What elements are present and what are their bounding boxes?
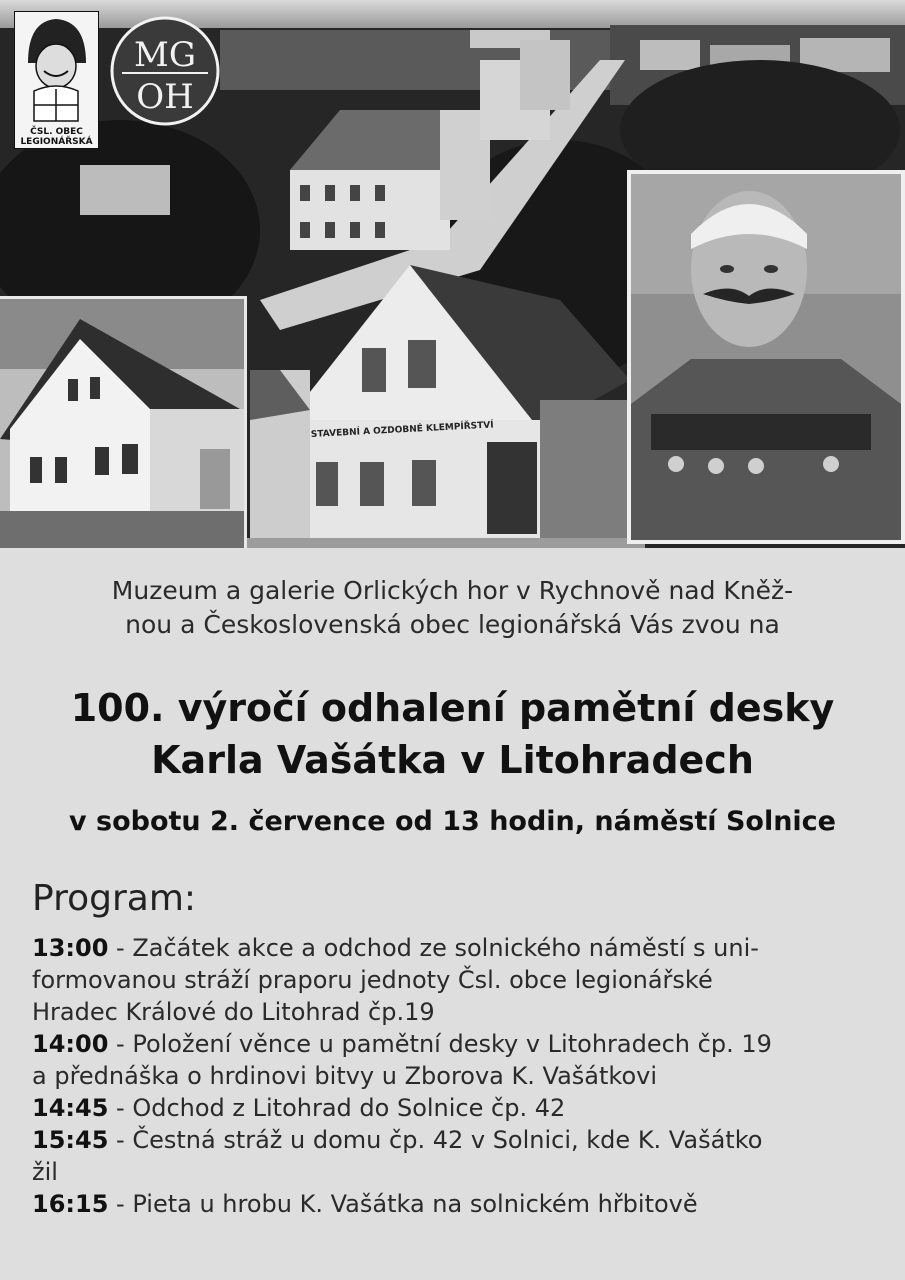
photo-collage bbox=[0, 0, 905, 548]
portrait-photo bbox=[627, 170, 905, 544]
mgoh-line2: OH bbox=[136, 77, 194, 117]
program-item bbox=[32, 932, 882, 1028]
event-date: v sobotu 2. července od 13 hodin, náměstí Solnice bbox=[69, 806, 836, 837]
program-item bbox=[32, 1188, 882, 1220]
program-text: - Položení věnce u pamětní desky v Litohradech čp. 19 bbox=[116, 1030, 772, 1058]
program-item bbox=[32, 1092, 882, 1124]
program-text: - Odchod z Litohrad do Solnice čp. 42 bbox=[116, 1094, 566, 1122]
program-item bbox=[32, 1124, 882, 1188]
event-title bbox=[0, 682, 905, 786]
program-text: Hradec Králové do Litohrad čp.19 bbox=[32, 998, 435, 1026]
program-text: - Čestná stráž u domu čp. 42 v Solnici, kde K. Vašátko bbox=[116, 1126, 763, 1154]
program-text: - Pieta u hrobu K. Vašátka na solnickém hřbitově bbox=[116, 1190, 698, 1218]
program-heading: Program: bbox=[32, 878, 197, 919]
legion-logo-bottom: LEGIONÁŘSKÁ bbox=[20, 137, 93, 147]
house-photo bbox=[0, 296, 247, 548]
program-text: a přednáška o hrdinovi bitvy u Zborova K. Vašátkovi bbox=[32, 1062, 657, 1090]
program-list bbox=[32, 932, 882, 1220]
title-line-2: Karla Vašátka v Litohradech bbox=[151, 738, 754, 782]
legion-logo-top: ČSL. bbox=[30, 127, 53, 137]
title-line-1: 100. výročí odhalení pamětní desky bbox=[70, 686, 835, 730]
program-text: žil bbox=[32, 1158, 58, 1186]
intro-line-2: nou a Československá obec legionářská Vás zvou na bbox=[125, 610, 780, 639]
program-time: 13:00 bbox=[32, 934, 109, 962]
intro-line-1: Muzeum a galerie Orlických hor v Rychnově nad Kněž- bbox=[111, 576, 794, 605]
program-item bbox=[32, 1028, 882, 1092]
program-time: 14:00 bbox=[32, 1030, 109, 1058]
program-time: 16:15 bbox=[32, 1190, 109, 1218]
invitation-text bbox=[0, 548, 905, 1280]
mgoh-logo bbox=[110, 16, 220, 126]
legion-logo-text bbox=[14, 127, 99, 137]
mgoh-line1: MG bbox=[134, 35, 196, 75]
program-time: 14:45 bbox=[32, 1094, 109, 1122]
program-time: 15:45 bbox=[32, 1126, 109, 1154]
program-text: - Začátek akce a odchod ze solnického náměstí s uni- bbox=[116, 934, 759, 962]
legion-logo bbox=[14, 11, 99, 149]
shop-sign: STAVEBNÍ A OZDOBNÉ KLEMPÍŘSTVÍ bbox=[310, 420, 494, 440]
program-text: formovanou stráží praporu jednoty Čsl. obce legionářské bbox=[32, 966, 713, 994]
legion-logo-obec: OBEC bbox=[55, 127, 83, 137]
intro bbox=[0, 574, 905, 642]
